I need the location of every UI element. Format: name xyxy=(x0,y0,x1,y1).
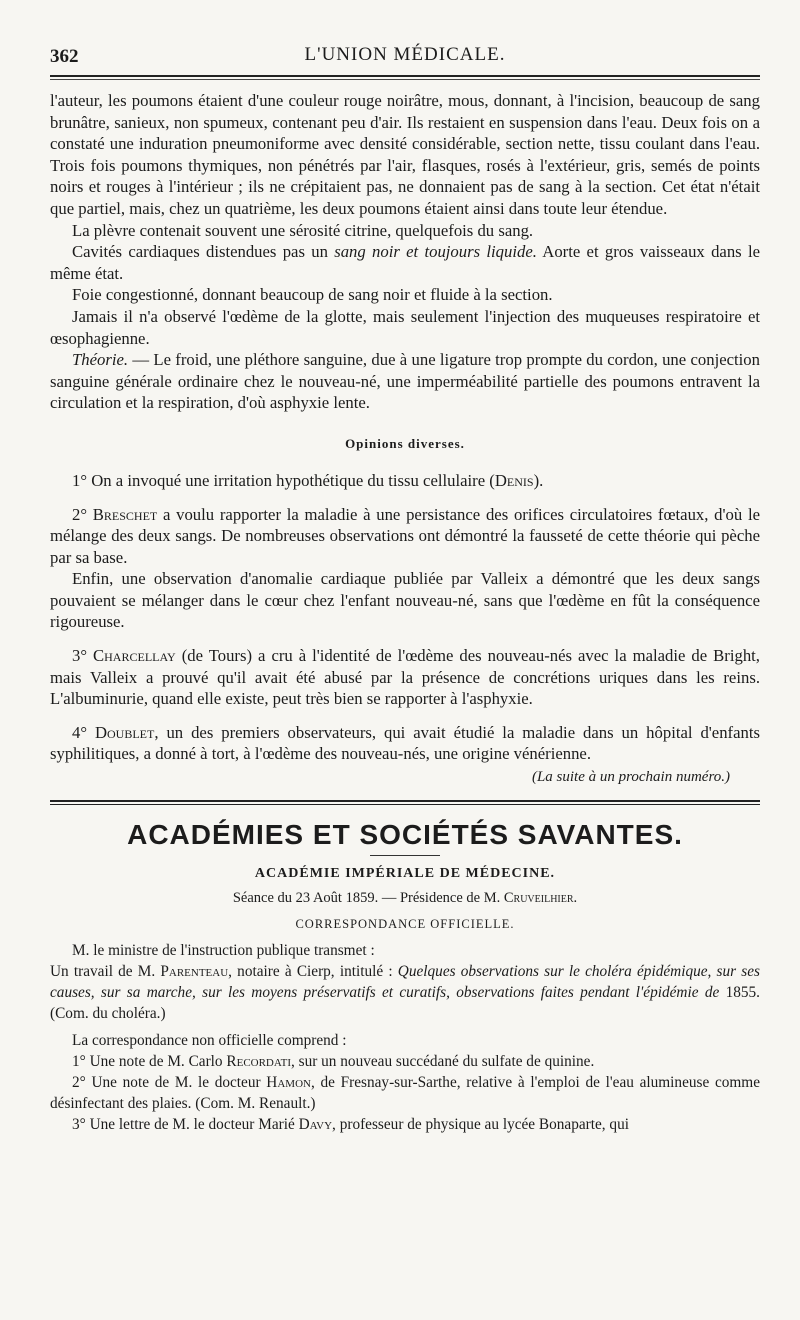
correspondance-body xyxy=(50,940,760,1135)
section-title: ACADÉMIES ET SOCIÉTÉS SAVANTES. xyxy=(127,819,683,851)
paragraph-liver: Foie congestionné, donnant beaucoup de sang noir et fluide à la section. xyxy=(72,285,553,305)
opinions-heading: Opinions diverses. xyxy=(345,435,465,451)
header-rule xyxy=(50,75,760,80)
page-number: 362 xyxy=(50,46,79,67)
section-divider xyxy=(50,800,760,805)
opinion-4: 4° Doublet, un des premiers observateurs, qui avait étudié la maladie dans un hôpital d'enfants syphilitiques, a donné à tort, à l'œdème des nouveau-nés, une origine vénérienne. xyxy=(50,722,760,764)
title-underline xyxy=(370,855,440,856)
continued-note: (La suite à un prochain numéro.) xyxy=(531,769,730,786)
running-title: L'UNION MÉDICALE. xyxy=(304,44,506,65)
corr-item-3: 3° Une lettre de M. le docteur Marié Davy, professeur de physique au lycée Bonaparte, qui xyxy=(72,1116,629,1134)
opinion-1: 1° On a invoqué une irritation hypothétique du tissu cellulaire (Denis). xyxy=(72,470,544,490)
opinion-2-continued: Enfin, une observation d'anomalie cardiaque publiée par Valleix a démontré que les deux sangs pouvaient se mélanger dans le cœur chez l'enfant nouveau-né, sans que l'œdème en fût la conséquence rigoureuse. xyxy=(50,569,760,632)
corr-parenteau: Un travail de M. Parenteau, notaire à Cierp, intitulé : Quelques observations sur le choléra épidémique, sur ses causes, sur sa marche, sur les moyens préservatifs et curatifs, observations faites pendant l'épidémie de 1855. (Com. du choléra.) xyxy=(50,963,760,1023)
paragraph-heart: Cavités cardiaques distendues pas un sang noir et toujours liquide. Aorte et gros vaisseaux dans le même état. xyxy=(50,242,760,283)
paragraph-lungs: l'auteur, les poumons étaient d'une couleur rouge noirâtre, mous, donnant, à l'incision, beaucoup de sang brunâtre, sanieux, non spumeux, contenant peu d'air. Ils restaient en suspension dans l'eau. Deux fois on a constaté une induration pneumoniforme avec densité considérable, section nette, tissu coulant dans l'eau. Trois fois poumons thymiques, non pénétrés par l'air, flasques, rosés à l'extérieur, gris, semés de points noirs et rouges à l'intérieur ; ils ne crépitaient pas, ne donnaient pas de sang à la section. Cet état n'était que partiel, mais, chez un quatrième, les deux poumons étaient ainsi dans toute leur étendue. xyxy=(50,91,760,218)
corr-item-2: 2° Une note de M. le docteur Hamon, de Fresnay-sur-Sarthe, relative à l'emploi de l'eau alumineuse comme désinfectant des plaies. (Com. M. Renault.) xyxy=(50,1074,760,1113)
opinion-2: 2° Breschet a voulu rapporter la maladie à une persistance des orifices circulatoires fœtaux, d'où le mélange des deux sangs. De nombreuses observations ont démontré la fausseté de cette théorie qui pèche par sa base. xyxy=(50,504,760,567)
journal-page xyxy=(50,40,760,1135)
seance-line: Séance du 23 Août 1859. — Présidence de M. Cruveilhier. xyxy=(232,890,578,907)
paragraph-glottis: Jamais il n'a observé l'œdème de la glotte, mais seulement l'injection des muqueuses respiratoire et œsophagienne. xyxy=(50,306,760,348)
correspondance-heading: CORRESPONDANCE OFFICIELLE. xyxy=(295,917,515,932)
page-header xyxy=(50,40,760,72)
corr-nonofficial: La correspondance non officielle comprend : xyxy=(72,1032,347,1050)
corr-minister: M. le ministre de l'instruction publique transmet : xyxy=(72,942,375,960)
academy-heading: ACADÉMIE IMPÉRIALE DE MÉDECINE. xyxy=(254,866,556,882)
paragraph-pleura: La plèvre contenait souvent une sérosité citrine, quelquefois du sang. xyxy=(72,220,534,240)
paragraph-theory: Théorie. — Le froid, une pléthore sanguine, due à une ligature trop prompte du cordon, une conjection sanguine générale ordinaire chez le nouveau-né, une imperméabilité partielle des poumons entravent la circulation et la respiration, d'où asphyxie lente. xyxy=(50,350,760,413)
corr-item-1: 1° Une note de M. Carlo Recordati, sur un nouveau succédané du sulfate de quinine. xyxy=(72,1053,595,1071)
opinion-3: 3° Charcellay (de Tours) a cru à l'identité de l'œdème des nouveau-nés avec la maladie de Bright, mais Valleix a prouvé qu'il avait été abusé par la présence de concrétions uriques dans les reins. L'albuminurie, quand elle existe, peut très bien se rapporter à l'asphyxie. xyxy=(50,646,760,709)
